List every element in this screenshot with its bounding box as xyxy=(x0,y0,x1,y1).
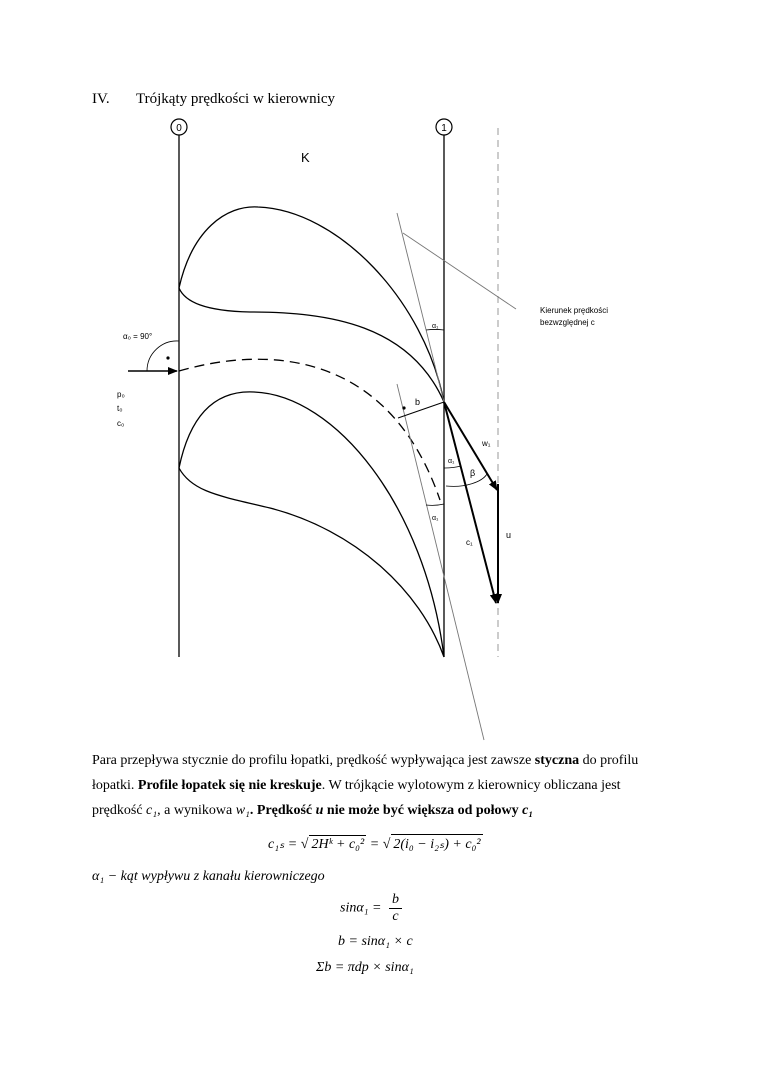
absolute-velocity-note-line1: Kierunek prędkości xyxy=(540,306,609,315)
w1-label: w₁ xyxy=(482,439,491,448)
eq1-mid: = xyxy=(366,837,383,852)
text-run-bold: . Prędkość xyxy=(249,803,316,818)
text-run-bold-italic: c₁ xyxy=(522,803,534,818)
section-title: Trójkąty prędkości w kierownicy xyxy=(136,91,335,107)
c1-label: c₁ xyxy=(466,538,473,547)
equation-c1s: c₁ₛ = √ 2Hᵏ + c₀² = √ 2(i₀ − i₂ₛ) + c₀² xyxy=(268,834,483,853)
text-run-bold: nie może być większa od połowy xyxy=(323,803,523,818)
text-run-italic: w₁ xyxy=(235,803,250,818)
upper-blade-profile xyxy=(179,207,444,402)
pitch-line-b xyxy=(398,402,444,418)
equation-b: b = sinα₁ × c xyxy=(338,934,413,949)
alpha1-low-arc xyxy=(426,504,444,505)
alpha0-label: α₀ = 90° xyxy=(123,332,153,341)
alpha1-mid-label: α₁ xyxy=(448,458,455,465)
lower-tangent-line xyxy=(397,384,484,740)
alpha1-mid-arc xyxy=(444,466,461,468)
flow-path-line xyxy=(179,359,440,500)
c1-velocity-arrow xyxy=(444,402,496,603)
paragraph-line-2 xyxy=(92,779,682,793)
text-run-italic: c₁ xyxy=(146,803,158,818)
annotation-leader-line xyxy=(403,233,516,309)
u-label: u xyxy=(506,530,512,540)
equation-sin-alpha xyxy=(340,892,402,925)
alpha0-angle-arc xyxy=(147,341,179,371)
c0-label: c₀ xyxy=(117,419,125,428)
text-run: do profilu xyxy=(579,753,639,768)
text-run-bold: Profile łopatek się nie kreskuje xyxy=(137,778,322,793)
right-angle-dot xyxy=(166,356,169,359)
eq1-root1: 2Hᵏ + c₀² xyxy=(311,837,365,852)
text-run-bold: styczna xyxy=(534,753,580,768)
equation-sum-b: Σb = πdp × sinα₁ xyxy=(316,960,414,975)
p0-label: p₀ xyxy=(117,390,125,399)
b-right-angle-dot xyxy=(402,406,405,409)
plane-0-label: 0 xyxy=(176,123,182,134)
eq2-lhs: sinα₁ = xyxy=(340,900,386,916)
upper-tangent-line xyxy=(397,213,444,402)
stator-label-k: K xyxy=(301,150,310,165)
text-run-bold-italic: u xyxy=(315,803,324,818)
text-run: , a wynikowa xyxy=(157,803,236,818)
eq2-fraction xyxy=(389,892,402,925)
text-run: łopatki. xyxy=(92,778,138,793)
lower-blade-profile xyxy=(179,392,444,657)
eq2-numerator: b xyxy=(389,892,402,909)
b-label: b xyxy=(415,397,421,407)
plane-1-label: 1 xyxy=(441,123,447,134)
eq1-root2: 2(i₀ − i₂ₛ) + c₀² xyxy=(391,834,482,853)
paragraph-line-1 xyxy=(92,754,682,768)
text-run: . W trójkącie wylotowym z kierownicy obliczana jest xyxy=(321,778,621,793)
text-run: Para przepływa stycznie do profilu łopatki, prędkość wypływająca jest zawsze xyxy=(92,753,535,768)
absolute-velocity-note-line2: bezwzględnej c xyxy=(540,318,595,327)
alpha1-top-label: α₁ xyxy=(432,323,439,330)
beta-angle-arc xyxy=(446,474,487,486)
section-number: IV. xyxy=(92,91,110,107)
alpha1-definition: α₁ − kąt wypływu z kanału kierowniczego xyxy=(92,869,325,884)
alpha1-low-label: α₁ xyxy=(432,515,439,522)
eq2-denominator: c xyxy=(392,909,399,924)
beta-label: β xyxy=(470,468,476,478)
eq1-lhs: c₁ₛ = xyxy=(268,837,301,852)
paragraph-line-3 xyxy=(92,804,682,818)
t0-label: t₀ xyxy=(117,404,123,413)
text-run: prędkość xyxy=(92,803,147,818)
